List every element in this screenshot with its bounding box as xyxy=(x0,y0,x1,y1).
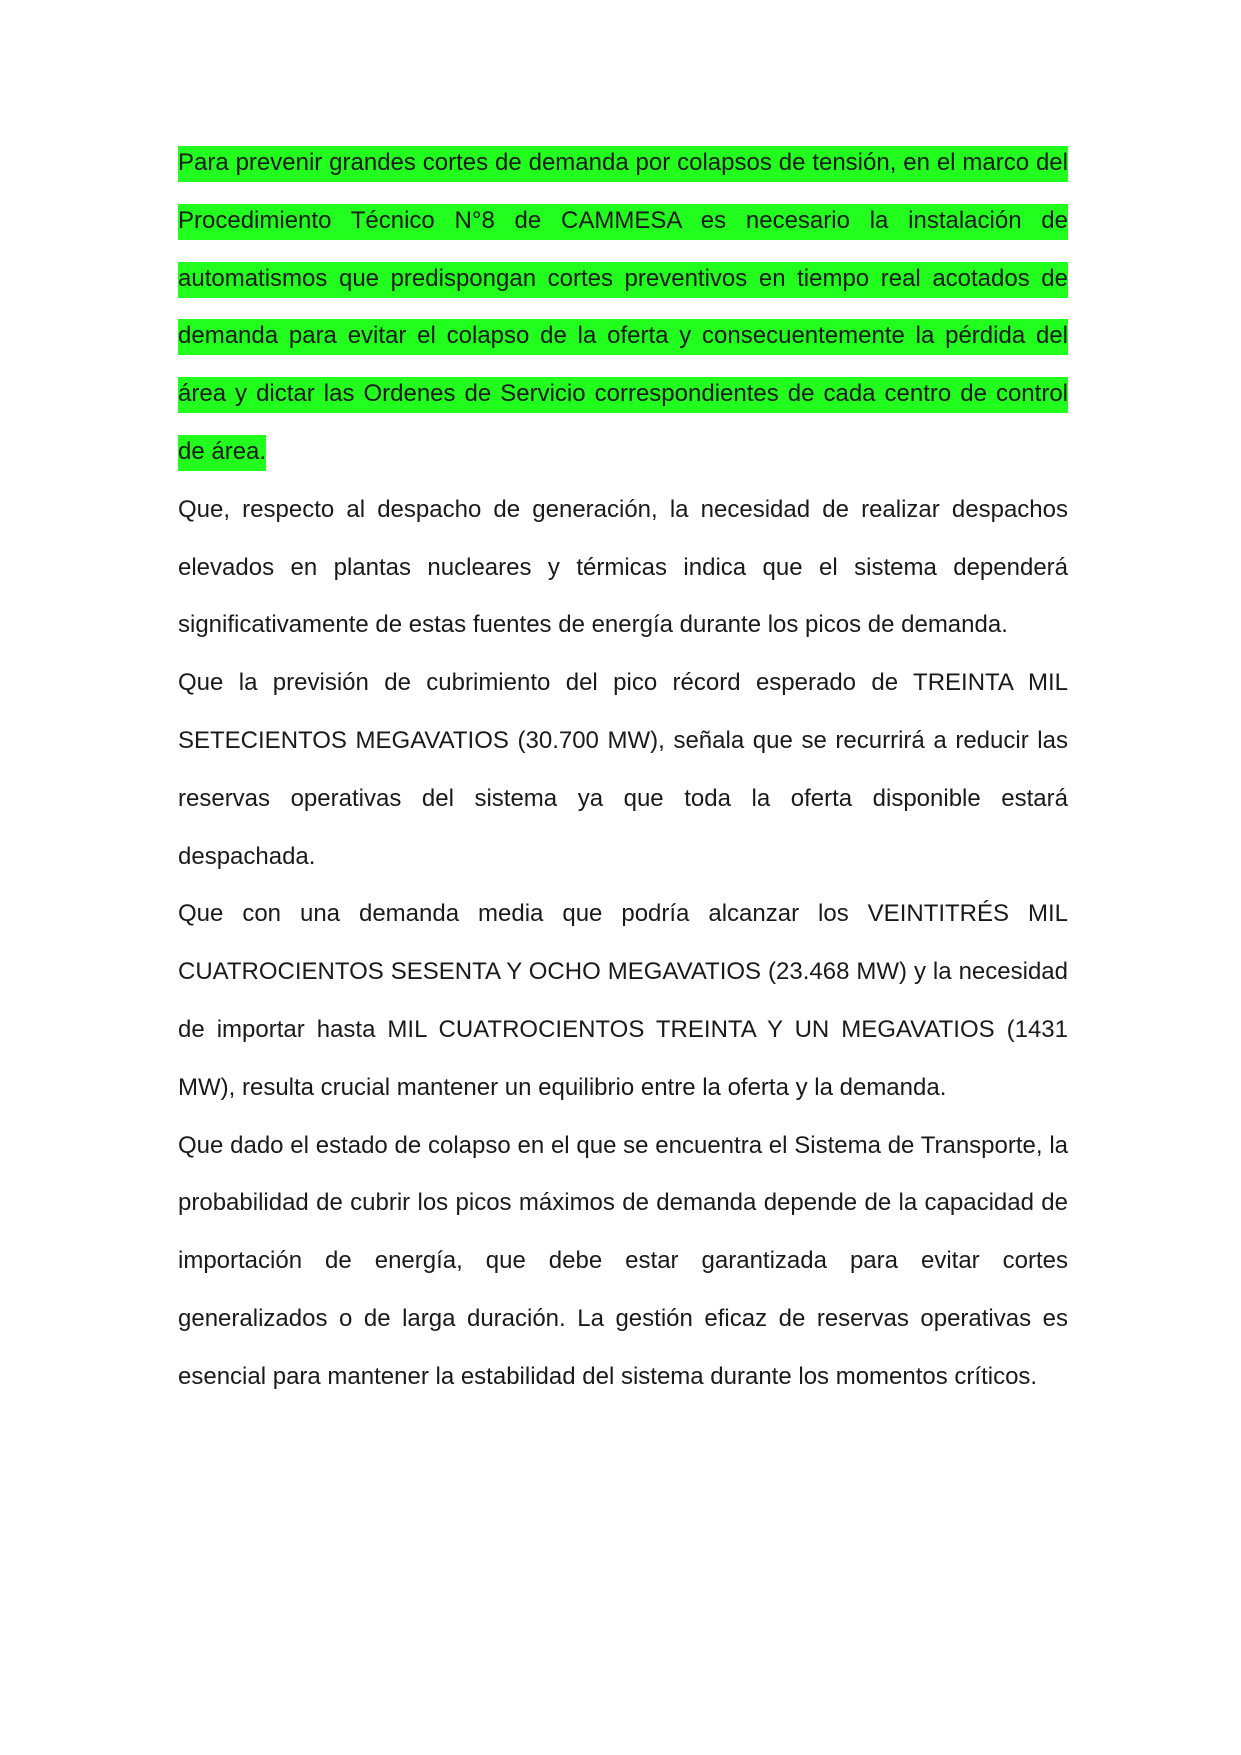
document-body xyxy=(178,134,1068,1406)
highlighted-text: Para prevenir grandes cortes de demanda por colapsos de tensión, en el marco del Procedimiento Técnico N°8 de CAMMESA es necesario la instalación de automatismos que predispongan cortes preventivos en tiempo real acotados de demanda para evitar el colapso de la oferta y consecuentemente la pérdida del área y dictar las Ordenes de Servicio correspondientes de cada centro de control de área. xyxy=(178,146,1068,471)
highlighted-paragraph xyxy=(178,134,1068,481)
paragraph-generation-dispatch: Que, respecto al despacho de generación, la necesidad de realizar despachos elevados en plantas nucleares y térmicas indica que el sistema dependerá significativamente de estas fuentes de energía durante los picos de demanda. xyxy=(178,495,1068,639)
paragraph-record-peak: Que la previsión de cubrimiento del pico récord esperado de TREINTA MIL SETECIENTOS MEGAVATIOS (30.700 MW), señala que se recurrirá a reducir las reservas operativas del sistema ya que toda la oferta disponible estará despachada. xyxy=(178,669,1068,870)
paragraph-average-demand: Que con una demanda media que podría alcanzar los VEINTITRÉS MIL CUATROCIENTOS SESENTA Y OCHO MEGAVATIOS (23.468 MW) y la necesidad de importar hasta MIL CUATROCIENTOS TREINTA Y UN MEGAVATIOS (1431 MW), resulta crucial mantener un equilibrio entre la oferta y la demanda. xyxy=(178,900,1068,1101)
paragraph-transport-collapse: Que dado el estado de colapso en el que se encuentra el Sistema de Transporte, la probabilidad de cubrir los picos máximos de demanda depende de la capacidad de importación de energía, que debe estar garantizada para evitar cortes generalizados o de larga duración. La gestión eficaz de reservas operativas es esencial para mantener la estabilidad del sistema durante los momentos críticos. xyxy=(178,1131,1068,1390)
